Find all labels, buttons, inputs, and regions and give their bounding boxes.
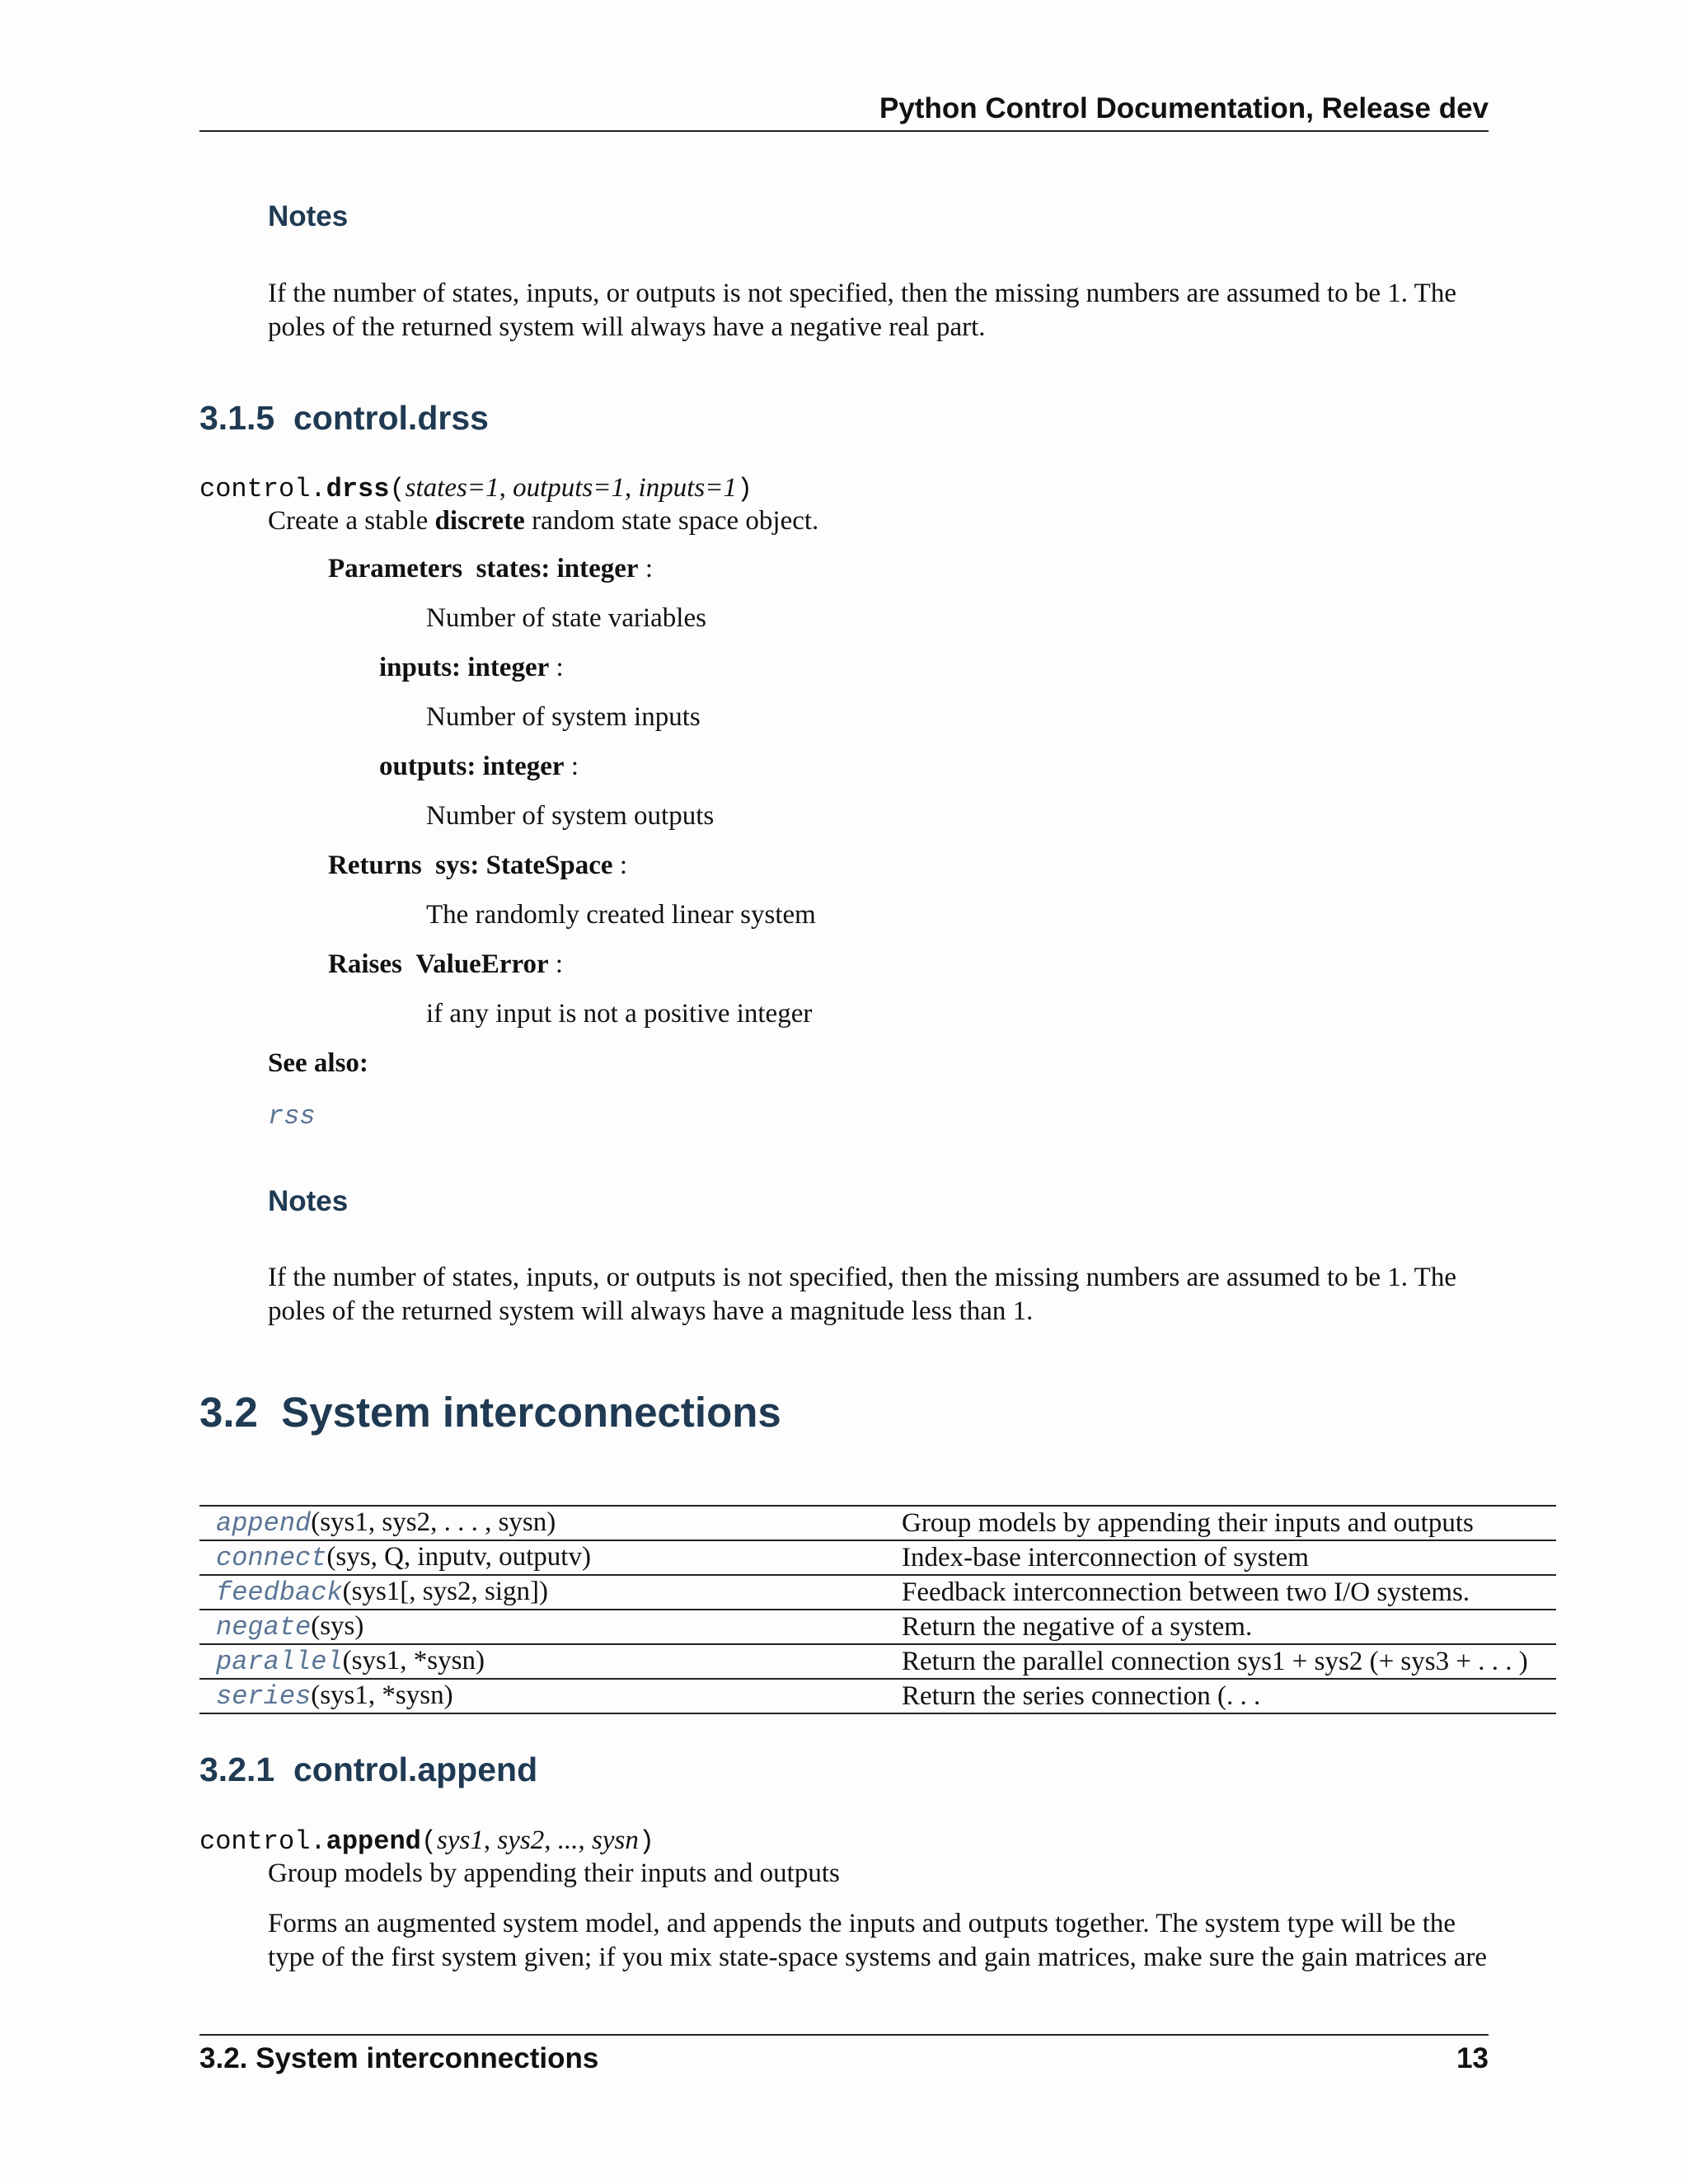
- exception-description: if any input is not a positive integer: [426, 999, 813, 1029]
- function-args: (sys1, *sysn): [342, 1646, 485, 1675]
- table-cell-function: [199, 1610, 885, 1644]
- paren-close: ): [736, 474, 753, 504]
- separator: ,: [483, 1825, 498, 1855]
- param-description: Number of state variables: [426, 603, 706, 633]
- table-row: [199, 1644, 1556, 1679]
- function-name: drss: [326, 474, 390, 504]
- function-signature: [199, 1825, 654, 1857]
- table-row: [199, 1540, 1556, 1575]
- param: ...: [557, 1825, 579, 1855]
- paragraph-line: Forms an augmented system model, and appends the inputs and outputs together. The system type will be the: [268, 1909, 1456, 1938]
- parameters-field: [328, 554, 653, 584]
- separator: ,: [499, 473, 513, 503]
- module-name: control.: [199, 474, 326, 504]
- paren-open: (: [420, 1826, 438, 1857]
- function-link[interactable]: parallel: [216, 1647, 343, 1677]
- section-heading-3-2-1: [199, 1750, 537, 1789]
- table-cell-function: [199, 1540, 885, 1575]
- function-signature: [199, 473, 753, 504]
- function-link[interactable]: series: [216, 1681, 312, 1712]
- function-args: (sys1, sys2, . . . , sysn): [311, 1507, 556, 1537]
- notes-line: poles of the returned system will always have a magnitude less than 1.: [268, 1296, 1034, 1326]
- table-row: [199, 1575, 1556, 1610]
- separator: ,: [625, 473, 639, 503]
- table-row: [199, 1610, 1556, 1644]
- notes-line: poles of the returned system will always have a negative real part.: [268, 312, 986, 342]
- see-also-link-rss[interactable]: rss: [268, 1101, 316, 1132]
- table-cell-function: [199, 1506, 885, 1540]
- section-heading-3-1-5: [199, 399, 489, 438]
- function-args: (sys, Q, inputv, outputv): [326, 1542, 591, 1572]
- param: inputs=1: [638, 473, 737, 503]
- param-inputs: [379, 653, 564, 683]
- colon: :: [564, 752, 579, 781]
- table-cell-description: Feedback interconnection between two I/O systems.: [885, 1575, 1556, 1610]
- table-cell-description: Return the parallel connection sys1 + sys2 (+ sys3 + . . . ): [885, 1644, 1556, 1679]
- page-number: 13: [1456, 2042, 1489, 2074]
- function-description: Group models by appending their inputs and outputs: [268, 1858, 840, 1888]
- field-label: Parameters: [328, 554, 463, 583]
- section-title: System interconnections: [281, 1389, 781, 1436]
- section-number: 3.2: [199, 1389, 258, 1436]
- section-number: 3.2.1: [199, 1750, 275, 1788]
- footer-section-title: 3.2. System interconnections: [199, 2042, 599, 2074]
- return-description: The randomly created linear system: [426, 900, 816, 930]
- paragraph-line: type of the first system given; if you mix state-space systems and gain matrices, make sure the gain matrices are: [268, 1943, 1488, 1972]
- section-heading-3-2: [199, 1388, 781, 1436]
- function-description: [268, 504, 818, 538]
- summary-table: [199, 1505, 1556, 1714]
- returns-field: [328, 851, 627, 881]
- param-name: states: integer: [476, 554, 639, 583]
- footer-rule: [199, 2034, 1489, 2036]
- function-name: append: [326, 1826, 421, 1857]
- notes-line: If the number of states, inputs, or outputs is not specified, then the missing numbers are assumed to be 1. The: [268, 279, 1456, 308]
- function-link[interactable]: append: [216, 1508, 312, 1539]
- notes-paragraph: [268, 1261, 1456, 1329]
- see-also-text: See also:: [268, 1048, 368, 1078]
- section-title: control.drss: [293, 399, 489, 437]
- paren-close: ): [638, 1826, 655, 1857]
- colon: :: [548, 949, 564, 979]
- separator: ,: [578, 1825, 592, 1855]
- function-link[interactable]: feedback: [216, 1577, 343, 1608]
- param-description: Number of system outputs: [426, 801, 715, 831]
- desc-text: random state space object.: [524, 506, 819, 536]
- notes-paragraph: [268, 277, 1456, 344]
- notes-line: If the number of states, inputs, or outputs is not specified, then the missing numbers are assumed to be 1. The: [268, 1263, 1456, 1292]
- table-cell-description: Group models by appending their inputs and outputs: [885, 1506, 1556, 1540]
- colon: :: [612, 851, 627, 880]
- function-link[interactable]: connect: [216, 1543, 327, 1573]
- table-cell-function: [199, 1644, 885, 1679]
- param: sys1: [437, 1825, 484, 1855]
- function-args: (sys1, *sysn): [311, 1680, 453, 1710]
- paren-open: (: [389, 474, 406, 504]
- table-row: [199, 1506, 1556, 1540]
- param: sys2: [497, 1825, 545, 1855]
- colon: :: [549, 653, 564, 682]
- table-row: [199, 1679, 1556, 1713]
- module-name: control.: [199, 1826, 326, 1857]
- running-header: Python Control Documentation, Release dev: [879, 92, 1489, 124]
- raises-field: [328, 949, 563, 980]
- exception-name: ValueError: [415, 949, 549, 979]
- param-name: outputs: integer: [379, 752, 565, 781]
- table-cell-description: Return the negative of a system.: [885, 1610, 1556, 1644]
- param-name: inputs: integer: [379, 653, 550, 682]
- desc-text: Create a stable: [268, 506, 435, 536]
- header-rule: [199, 130, 1489, 132]
- table-cell-description: Return the series connection (. . .: [885, 1679, 1556, 1713]
- notes-heading: Notes: [268, 200, 349, 232]
- param: states=1: [405, 473, 499, 503]
- colon: :: [638, 554, 654, 583]
- function-args: (sys): [311, 1611, 364, 1641]
- table-cell-description: Index-base interconnection of system: [885, 1540, 1556, 1575]
- function-args: (sys1[, sys2, sign]): [342, 1577, 548, 1606]
- function-paragraph: [268, 1907, 1487, 1975]
- return-name: sys: StateSpace: [435, 851, 613, 880]
- separator: ,: [544, 1825, 558, 1855]
- param-outputs: [379, 752, 579, 782]
- section-title: control.append: [293, 1750, 538, 1788]
- param-description: Number of system inputs: [426, 702, 701, 732]
- param: sysn: [591, 1825, 639, 1855]
- field-label: Returns: [328, 851, 422, 880]
- function-link[interactable]: negate: [216, 1612, 312, 1643]
- table-cell-function: [199, 1575, 885, 1610]
- notes-heading: Notes: [268, 1185, 349, 1217]
- section-number: 3.1.5: [199, 399, 275, 437]
- table-cell-function: [199, 1679, 885, 1713]
- see-also-label: [268, 1048, 368, 1079]
- param: outputs=1: [513, 473, 626, 503]
- desc-bold: discrete: [434, 506, 525, 536]
- field-label: Raises: [328, 949, 402, 979]
